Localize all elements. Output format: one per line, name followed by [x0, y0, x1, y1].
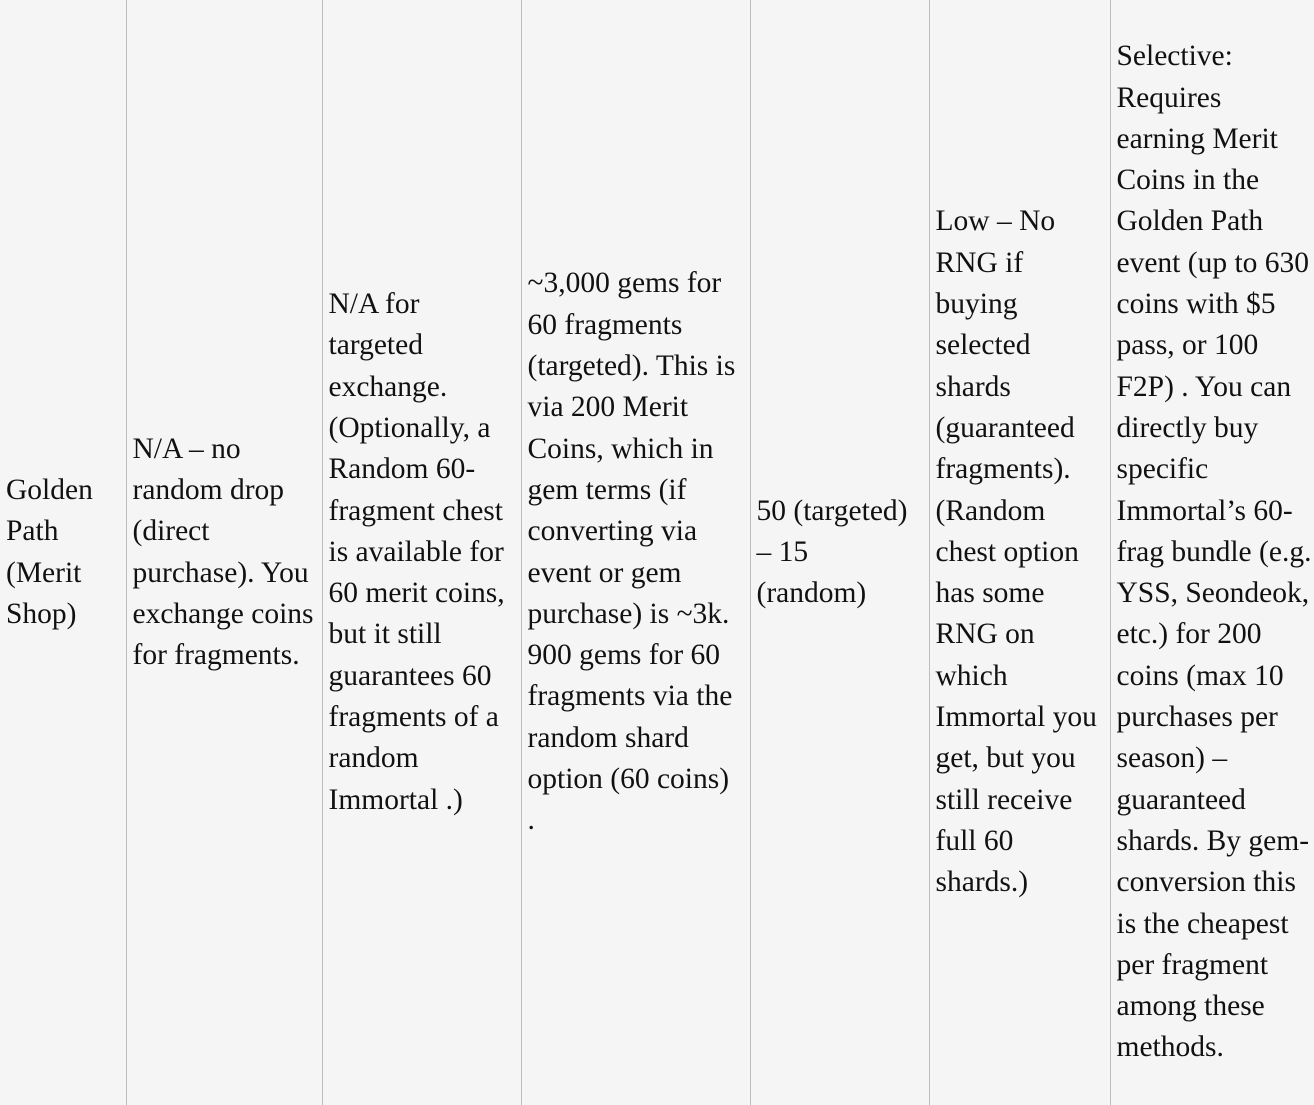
cell-random-drop: N/A – no random drop (direct purchase). You exchange coins for fragments.: [126, 0, 322, 1105]
cell-gems-per-fragment: 50 (targeted) – 15 (random): [750, 0, 929, 1105]
cell-random-chest: N/A for targeted exchange. (Optionally, a Random 60-fragment chest is available for 60 merit coins, but it still guarantees 60 fragments of a random Immortal .): [322, 0, 521, 1105]
cell-rng: Low – No RNG if buying selected shards (guaranteed fragments). (Random chest option has some RNG on which Immortal you get, but you still receive full 60 shards.): [929, 0, 1110, 1105]
cell-notes: Selective: Requires earning Merit Coins in the Golden Path event (up to 630 coins with $5 pass, or 100 F2P) . You can directly buy specific Immortal’s 60-frag bundle (e.g. YSS, Seondeok, etc.) for 200 coins (max 10 purchases per season) – guaranteed shards. By gem-conversion this is the cheapest per fragment among these methods.: [1116, 40, 1312, 1064]
cell-gem-cost: ~3,000 gems for 60 fragments (targeted). This is via 200 Merit Coins, which in gem terms (if converting via event or gem purchase) is ~3k. 900 gems for 60 fragments via the random shard option (60 coins) .: [521, 0, 750, 1105]
cell-method: Golden Path (Merit Shop): [0, 0, 126, 1105]
